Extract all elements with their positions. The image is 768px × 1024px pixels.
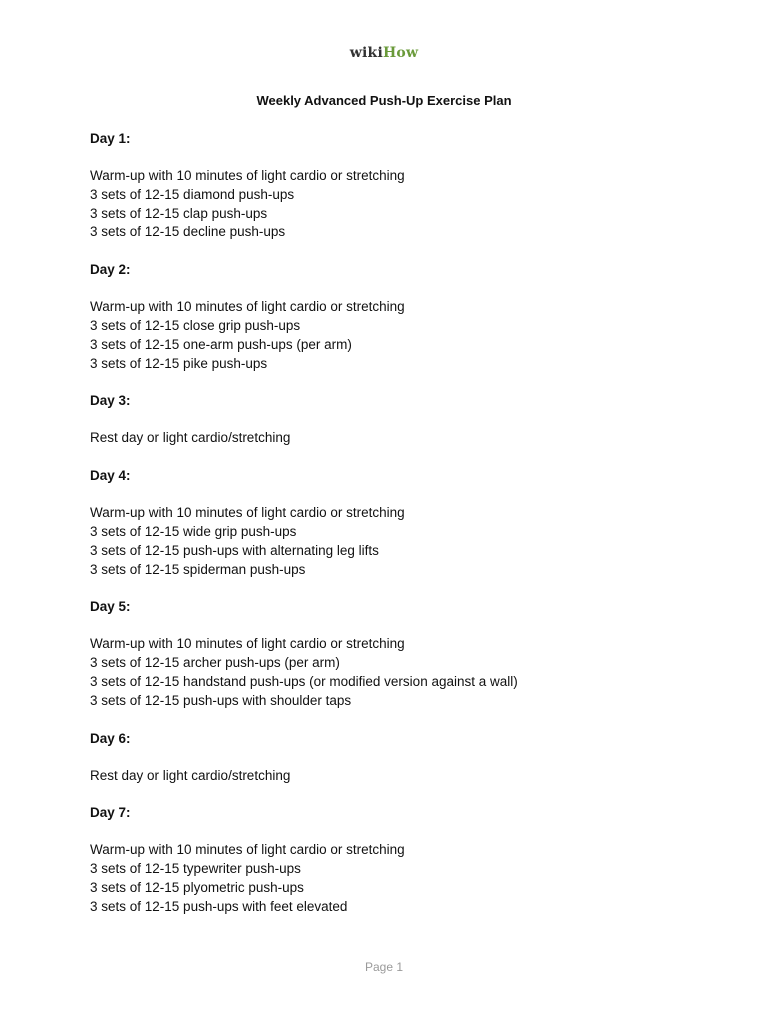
logo-how-text: How (382, 45, 419, 61)
day-section (90, 130, 710, 242)
day-section (90, 598, 710, 710)
exercise-line: 3 sets of 12-15 one-arm push-ups (per arm) (90, 336, 352, 352)
day-section (90, 804, 710, 916)
exercise-line: 3 sets of 12-15 handstand push-ups (or modified version against a wall) (90, 673, 518, 689)
wikihow-logo (0, 44, 768, 62)
exercise-line: Rest day or light cardio/stretching (90, 767, 291, 783)
day-section (90, 467, 710, 579)
exercise-line: Warm-up with 10 minutes of light cardio or stretching (90, 842, 405, 858)
exercise-line: 3 sets of 12-15 close grip push-ups (90, 317, 301, 333)
exercise-line: Rest day or light cardio/stretching (90, 430, 291, 446)
exercise-line: 3 sets of 12-15 typewriter push-ups (90, 861, 301, 877)
exercise-line: 3 sets of 12-15 diamond push-ups (90, 186, 295, 202)
exercise-line: 3 sets of 12-15 push-ups with feet elevated (90, 898, 348, 914)
exercise-line: 3 sets of 12-15 archer push-ups (per arm) (90, 655, 340, 671)
exercise-line: Warm-up with 10 minutes of light cardio or stretching (90, 299, 405, 315)
exercise-line: 3 sets of 12-15 push-ups with shoulder taps (90, 692, 352, 708)
day-heading: Day 2: (90, 262, 131, 278)
day-section (90, 261, 710, 373)
exercise-line: 3 sets of 12-15 plyometric push-ups (90, 879, 304, 895)
page-number: Page 1 (364, 960, 404, 974)
day-section (90, 730, 710, 786)
exercise-line: 3 sets of 12-15 spiderman push-ups (90, 561, 306, 577)
logo-wiki-text: wiki (349, 45, 383, 61)
day-heading: Day 6: (90, 730, 131, 746)
exercise-line: 3 sets of 12-15 clap push-ups (90, 205, 268, 221)
day-section (90, 392, 710, 448)
exercise-line: 3 sets of 12-15 push-ups with alternating leg lifts (90, 542, 379, 558)
exercise-plan-body (90, 130, 710, 917)
day-heading: Day 7: (90, 805, 131, 821)
document-title: Weekly Advanced Push-Up Exercise Plan (256, 93, 512, 108)
day-heading: Day 4: (90, 468, 131, 484)
day-heading: Day 3: (90, 393, 131, 409)
exercise-line: Warm-up with 10 minutes of light cardio or stretching (90, 168, 405, 183)
exercise-line: Warm-up with 10 minutes of light cardio or stretching (90, 505, 405, 521)
exercise-line: 3 sets of 12-15 wide grip push-ups (90, 523, 297, 539)
exercise-line: Warm-up with 10 minutes of light cardio or stretching (90, 636, 405, 652)
day-heading: Day 1: (90, 131, 131, 146)
day-heading: Day 5: (90, 599, 131, 615)
exercise-line: 3 sets of 12-15 pike push-ups (90, 355, 268, 371)
exercise-line: 3 sets of 12-15 decline push-ups (90, 224, 286, 240)
